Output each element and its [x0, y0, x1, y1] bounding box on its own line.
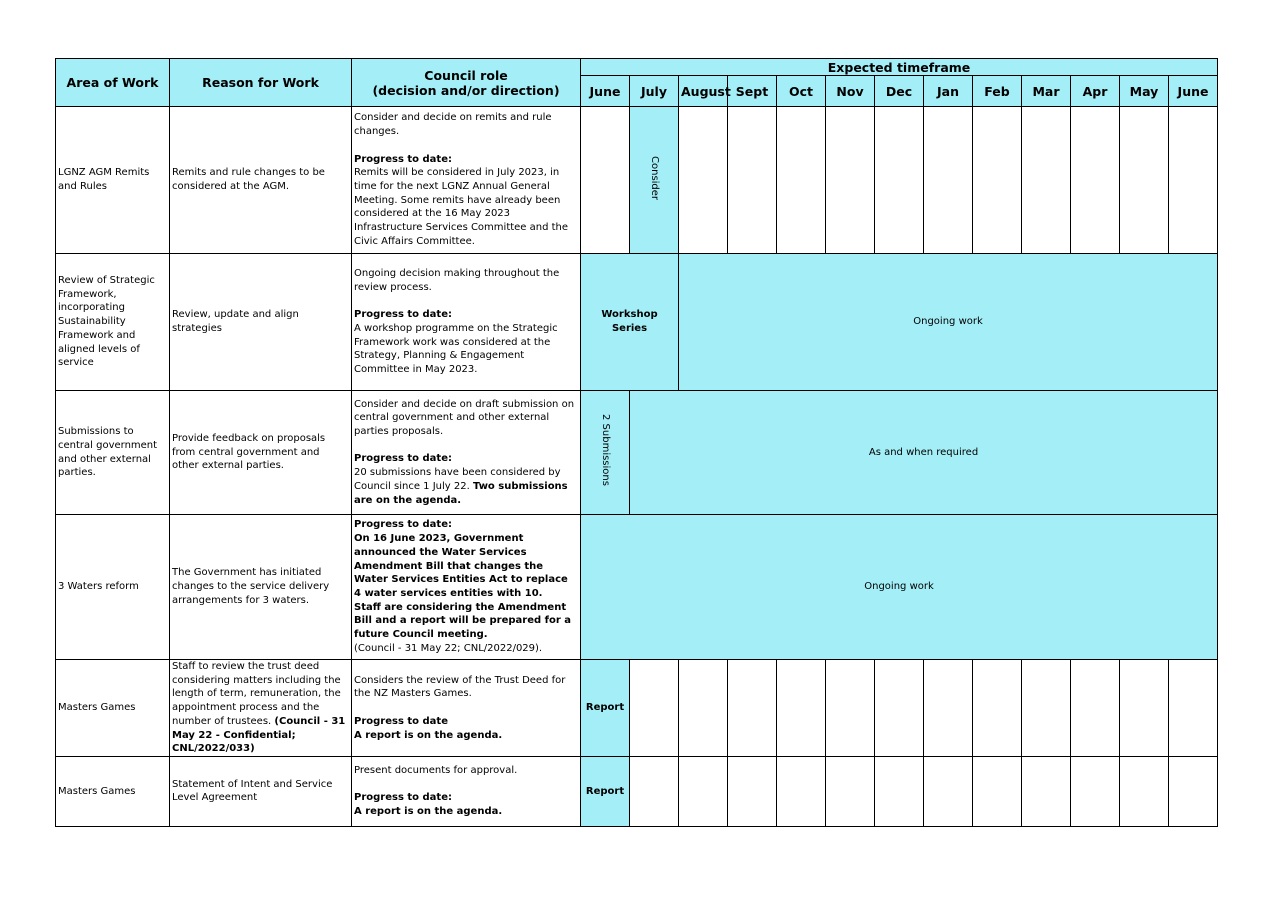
month-header: Jan: [924, 76, 973, 107]
month-header: Nov: [826, 76, 875, 107]
role-intro: Ongoing decision making throughout the review process.: [354, 268, 560, 293]
reason-cell: [170, 660, 352, 757]
timeline-cell: [581, 107, 630, 254]
timeline-cell: [1071, 660, 1120, 757]
role-intro: Consider and decide on draft submission on central government and other external parties proposals.: [354, 398, 575, 438]
timeline-cell: [1169, 756, 1218, 826]
council-role-cell: [352, 515, 581, 660]
table-row: [56, 254, 1218, 391]
council-role-cell: [352, 254, 581, 391]
area-cell: LGNZ AGM Remits and Rules: [56, 107, 170, 254]
council-role-cell: [352, 660, 581, 757]
month-header: Oct: [777, 76, 826, 107]
reason-cell: Provide feedback on proposals from central government and other external parties.: [170, 391, 352, 515]
progress-text-bold: A report is on the agenda.: [354, 806, 503, 818]
timeline-ongoing-cell: As and when required: [630, 391, 1218, 515]
timeline-cell: [777, 107, 826, 254]
council-role-cell: [352, 391, 581, 515]
header-reason-for-work: Reason for Work: [170, 59, 352, 107]
timeline-cell: [973, 756, 1022, 826]
progress-text-bold: On 16 June 2023, Government announced the Water Services Amendment Bill that changes the Water Services Entities Act to replace 4 water services entities with 10.: [354, 533, 568, 599]
reason-cell: Review, update and align strategies: [170, 254, 352, 391]
progress-text-bold: Two submissions are on the agenda.: [354, 480, 568, 506]
table-row: [56, 107, 1218, 254]
month-header: Apr: [1071, 76, 1120, 107]
progress-label: Progress to date:: [354, 309, 452, 321]
area-cell: 3 Waters reform: [56, 515, 170, 660]
area-cell: Review of Strategic Framework, incorporating Sustainability Framework and aligned levels of service: [56, 254, 170, 391]
timeline-cell: [728, 107, 777, 254]
area-cell: Submissions to central government and other external parties.: [56, 391, 170, 515]
timeline-cell: [1022, 756, 1071, 826]
timeline-cell: [973, 107, 1022, 254]
table-row: [56, 660, 1218, 757]
reason-text-bold: (Council - 31 May 22 - Confidential; CNL/2022/033): [172, 715, 346, 755]
month-header: Mar: [1022, 76, 1071, 107]
month-header: Feb: [973, 76, 1022, 107]
work-programme-table: [55, 58, 1218, 827]
timeline-ongoing-cell: Ongoing work: [581, 515, 1218, 660]
timeline-cell: [679, 756, 728, 826]
timeline-tag-cell: Workshop Series: [581, 254, 679, 391]
month-header: June: [581, 76, 630, 107]
progress-text: [354, 466, 578, 507]
timeline-cell: [875, 107, 924, 254]
timeline-cell: [630, 756, 679, 826]
progress-text-regular: 20 submissions have been considered by Council since 1 July 22.: [354, 467, 561, 492]
area-cell: Masters Games: [56, 756, 170, 826]
progress-label: Progress to date:: [354, 453, 452, 465]
timeline-cell: [826, 107, 875, 254]
header-area-of-work: Area of Work: [56, 59, 170, 107]
month-header: Dec: [875, 76, 924, 107]
progress-text-bold: A report is on the agenda.: [354, 729, 503, 741]
area-cell: Masters Games: [56, 660, 170, 757]
progress-label: Progress to date:: [354, 792, 452, 804]
month-header: June: [1169, 76, 1218, 107]
progress-text-bold: Staff are considering the Amendment Bill and a report will be prepared for a future Council meeting.: [354, 601, 571, 641]
role-intro: Consider and decide on remits and rule changes.: [354, 112, 552, 138]
timeline-cell: [1120, 107, 1169, 254]
council-role-cell: [352, 756, 581, 826]
role-intro: Considers the review of the Trust Deed for the NZ Masters Games.: [354, 674, 566, 700]
progress-label: Progress to date:: [354, 153, 452, 165]
timeline-cell: [630, 660, 679, 757]
timeline-tag-cell: [630, 107, 679, 254]
timeline-cell: [1071, 756, 1120, 826]
table-row: [56, 391, 1218, 515]
timeline-ongoing-cell: Ongoing work: [679, 254, 1218, 391]
reason-cell: Statement of Intent and Service Level Agreement: [170, 756, 352, 826]
timeline-cell: [924, 756, 973, 826]
progress-text: Remits will be considered in July 2023, in time for the next LGNZ Annual General Meeting. Some remits have already been considered at the 16 May 2023 Infrastructure Services Committee and the Civic Affairs Committee.: [354, 167, 569, 247]
progress-label: Progress to date:: [354, 519, 452, 531]
timeline-cell: [1120, 660, 1169, 757]
timeline-tag-cell: Report: [581, 660, 630, 757]
timeline-cell: [973, 660, 1022, 757]
role-intro: Present documents for approval.: [354, 765, 518, 777]
month-header: August: [679, 76, 728, 107]
timeline-cell: [924, 107, 973, 254]
timeline-cell: [777, 660, 826, 757]
header-council-role-line2: (decision and/or direction): [372, 82, 560, 98]
progress-label: Progress to date: [354, 715, 448, 727]
progress-text: A workshop programme on the Strategic Framework work was considered at the Strategy, Planning & Engagement Committee in May 2023.: [354, 322, 558, 376]
timeline-cell: [728, 660, 777, 757]
timeline-cell: [875, 660, 924, 757]
table-row: [56, 515, 1218, 660]
timeline-cell: [826, 756, 875, 826]
month-header: July: [630, 76, 679, 107]
timeline-cell: [924, 660, 973, 757]
timeline-tag: 2 Submissions: [599, 414, 611, 487]
timeline-cell: [1071, 107, 1120, 254]
timeline-tag-cell: Report: [581, 756, 630, 826]
council-role-cell: [352, 107, 581, 254]
timeline-cell: [679, 107, 728, 254]
timeline-cell: [679, 660, 728, 757]
table-row: [56, 756, 1218, 826]
timeline-cell: [1169, 107, 1218, 254]
timeline-cell: [826, 660, 875, 757]
timeline-tag-cell: [581, 391, 630, 515]
timeline-cell: [1169, 660, 1218, 757]
header-council-role-line1: Council role: [424, 67, 508, 83]
header-expected-timeframe: Expected timeframe: [581, 59, 1218, 76]
timeline-cell: [1022, 107, 1071, 254]
timeline-cell: [875, 756, 924, 826]
timeline-cell: [1022, 660, 1071, 757]
reason-cell: The Government has initiated changes to the service delivery arrangements for 3 waters.: [170, 515, 352, 660]
timeline-cell: [728, 756, 777, 826]
month-header: May: [1120, 76, 1169, 107]
reason-text: Staff to review the trust deed considering matters including the length of term, remuneration, the appointment process and the number of trustees.: [172, 661, 341, 727]
progress-text: (Council - 31 May 22; CNL/2022/029).: [354, 642, 543, 654]
month-header: Sept: [728, 76, 777, 107]
timeline-cell: [777, 756, 826, 826]
timeline-cell: [1120, 756, 1169, 826]
reason-cell: Remits and rule changes to be considered at the AGM.: [170, 107, 352, 254]
timeline-tag: Consider: [648, 155, 660, 200]
header-council-role: [352, 59, 581, 107]
